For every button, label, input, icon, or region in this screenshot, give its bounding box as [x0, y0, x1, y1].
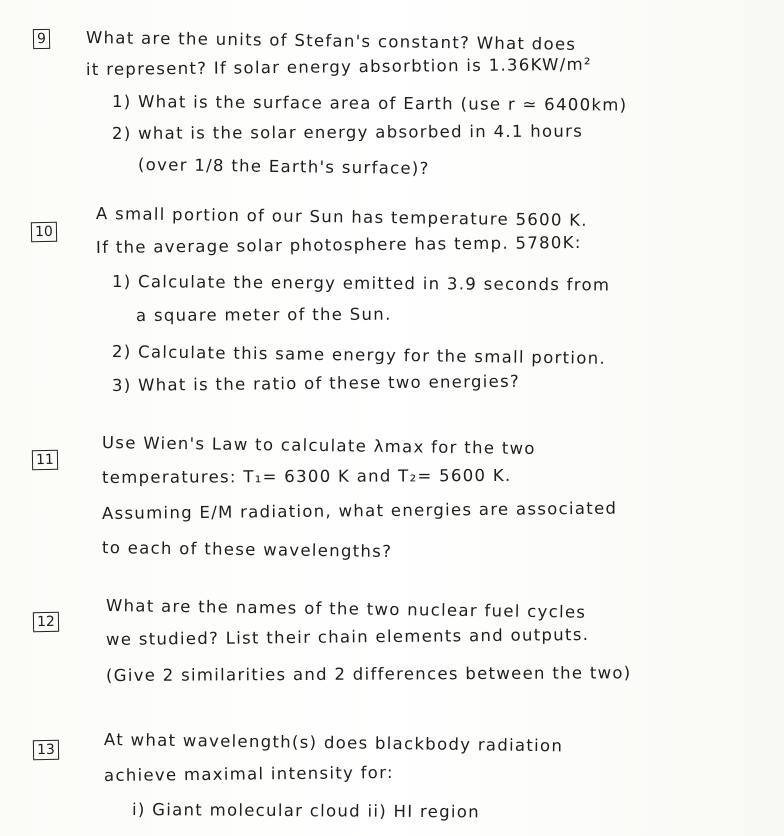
question-text-line: What are the units of Stefan's constant? What does [85, 28, 577, 54]
question-text-line: (Give 2 similarities and 2 differences between the two) [105, 663, 632, 685]
question-number: 9 [33, 29, 50, 49]
question-text-line: achieve maximal intensity for: [103, 762, 394, 785]
question-text-line: we studied? List their chain elements and outputs. [105, 624, 590, 649]
question-text-line: 1) Calculate the energy emitted in 3.9 seconds from [111, 272, 611, 295]
question-text-line: (over 1/8 the Earth's surface)? [137, 155, 430, 179]
question-text-line: 2) what is the solar energy absorbed in 4.1 hours [111, 121, 584, 143]
question-text-line: If the average solar photosphere has temp. 5780K: [95, 232, 582, 257]
question-number: 12 [33, 612, 59, 632]
question-text-line: 1) What is the surface area of Earth (use r ≃ 6400km) [111, 92, 628, 115]
question-text-line: Use Wien's Law to calculate λmax for the two [101, 433, 536, 459]
question-text-line: 2) Calculate this same energy for the small portion. [111, 342, 607, 368]
question-text-line: temperatures: T₁= 6300 K and T₂= 5600 K. [101, 465, 512, 487]
question-text-line: A small portion of our Sun has temperature 5600 K. [95, 204, 589, 230]
question-text-line: At what wavelength(s) does blackbody radiation [103, 730, 564, 756]
question-number: 13 [33, 740, 59, 760]
question-text-line: it represent? If solar energy absorbtion is 1.36KW/m² [85, 54, 592, 79]
question-text-line: 3) What is the ratio of these two energies? [111, 371, 521, 395]
question-text-line: i) Giant molecular cloud ii) HI region [131, 800, 481, 822]
question-text-line: What are the names of the two nuclear fuel cycles [105, 596, 587, 622]
question-number: 11 [32, 450, 58, 470]
question-number: 10 [31, 222, 57, 242]
question-text-line: to each of these wavelengths? [101, 538, 393, 562]
question-text-line: a square meter of the Sun. [135, 304, 392, 325]
question-text-line: Assuming E/M radiation, what energies are associated [101, 498, 618, 523]
